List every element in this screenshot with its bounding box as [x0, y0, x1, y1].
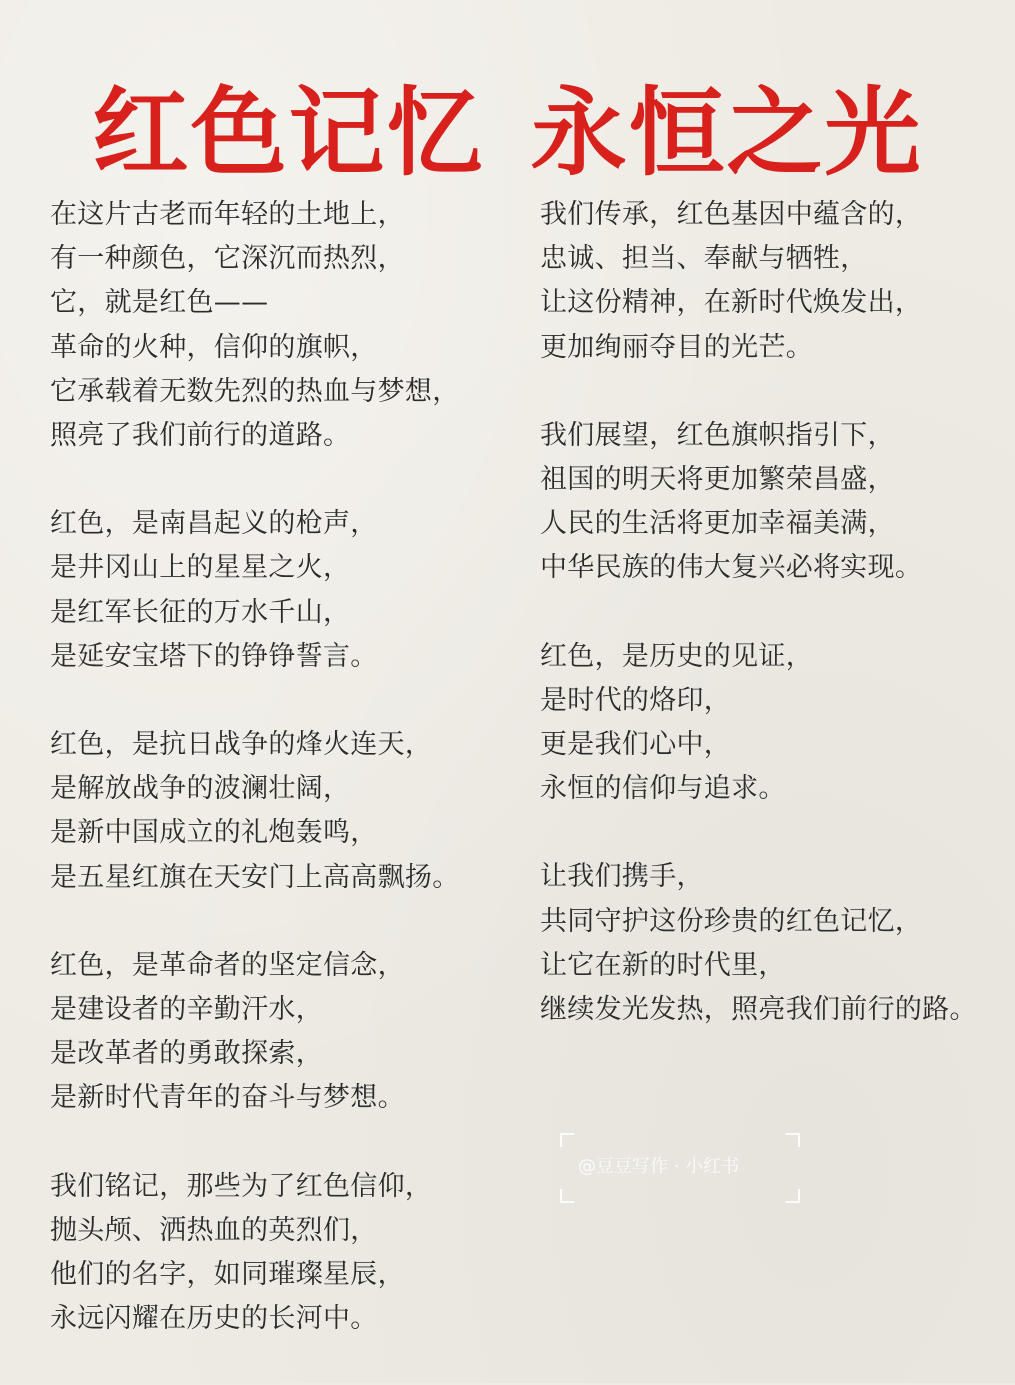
poem-line: 是新时代青年的奋斗与梦想。 — [50, 1082, 405, 1114]
poem-line: 让这份精神，在新时代焕发出， — [540, 287, 923, 319]
poem-line: 是解放战争的波澜壮阔， — [50, 773, 351, 805]
poem-line: 是井冈山上的星星之火， — [50, 552, 351, 584]
poem-stanza — [50, 723, 500, 900]
poem-stanza — [50, 193, 500, 458]
poem-line: 是延安宝塔下的铮铮誓言。 — [50, 640, 378, 672]
watermark-corner — [560, 1189, 574, 1203]
poem-line: 更是我们心中， — [540, 729, 732, 761]
poem-line: 革命的火种，信仰的旗帜， — [50, 331, 378, 363]
poem-line: 是时代的烙印， — [540, 684, 732, 716]
poem-stanza — [540, 193, 1010, 370]
watermark — [560, 1133, 800, 1203]
poem-left-column — [50, 193, 500, 1385]
poem-line: 是建设者的辛勤汗水， — [50, 994, 323, 1026]
poem-stanza — [540, 414, 1010, 591]
poem-line: 抛头颅、洒热血的英烈们， — [50, 1214, 378, 1246]
poem-line: 祖国的明天将更加繁荣昌盛， — [540, 464, 895, 496]
poem-line: 它承载着无数先烈的热血与梦想， — [50, 375, 460, 407]
poem-line: 是红军长征的万水千山， — [50, 596, 351, 628]
poem-stanza — [540, 855, 1010, 1032]
page-title — [0, 78, 1015, 188]
poem-right-column — [540, 193, 1010, 1076]
poem-line: 我们铭记，那些为了红色信仰， — [50, 1170, 433, 1202]
poem-line: 人民的生活将更加幸福美满， — [540, 508, 895, 540]
watermark-text: @豆豆写作 · 小红书 — [578, 1156, 740, 1177]
poem-line: 他们的名字，如同璀璨星辰， — [50, 1259, 405, 1291]
poem-line: 我们传承，红色基因中蕴含的， — [540, 199, 923, 230]
poem-line: 忠诚、担当、奉献与牺牲， — [540, 243, 868, 275]
poem-line: 在这片古老而年轻的土地上， — [50, 199, 405, 230]
poem-line: 红色，是革命者的坚定信念， — [50, 949, 405, 981]
poem-line: 共同守护这份珍贵的红色记忆， — [540, 905, 923, 937]
poem-line: 让它在新的时代里， — [540, 949, 786, 981]
poem-line: 中华民族的伟大复兴必将实现。 — [540, 552, 923, 584]
poem-line: 我们展望，红色旗帜指引下， — [540, 419, 895, 451]
title-part-1: 红色记忆 — [92, 76, 485, 189]
watermark-corner — [560, 1133, 574, 1147]
poem-line: 照亮了我们前行的道路。 — [50, 420, 351, 452]
watermark-corner — [786, 1133, 800, 1147]
poem-line: 它，就是红色—— — [50, 287, 269, 319]
poem-line: 有一种颜色，它深沉而热烈， — [50, 243, 405, 275]
poem-line: 让我们携手， — [540, 861, 704, 893]
poem-line: 红色，是抗日战争的烽火连天， — [50, 729, 433, 761]
poem-stanza — [50, 502, 500, 679]
title-part-2: 永恒之光 — [530, 76, 923, 189]
poem-line: 红色，是南昌起义的枪声， — [50, 508, 378, 540]
poem-stanza — [540, 635, 1010, 812]
poem-line: 是五星红旗在天安门上高高飘扬。 — [50, 861, 460, 893]
poem-line: 永远闪耀在历史的长河中。 — [50, 1303, 378, 1335]
poem-line: 永恒的信仰与追求。 — [540, 773, 786, 805]
poem-line: 是新中国成立的礼炮轰鸣， — [50, 817, 378, 849]
poem-stanza — [50, 1165, 500, 1342]
watermark-corner — [786, 1189, 800, 1203]
poem-stanza — [50, 944, 500, 1121]
poem-line: 继续发光发热，照亮我们前行的路。 — [540, 994, 977, 1026]
poem-line: 更加绚丽夺目的光芒。 — [540, 331, 813, 363]
poem-line: 红色，是历史的见证， — [540, 640, 813, 672]
poem-line: 是改革者的勇敢探索， — [50, 1038, 323, 1070]
